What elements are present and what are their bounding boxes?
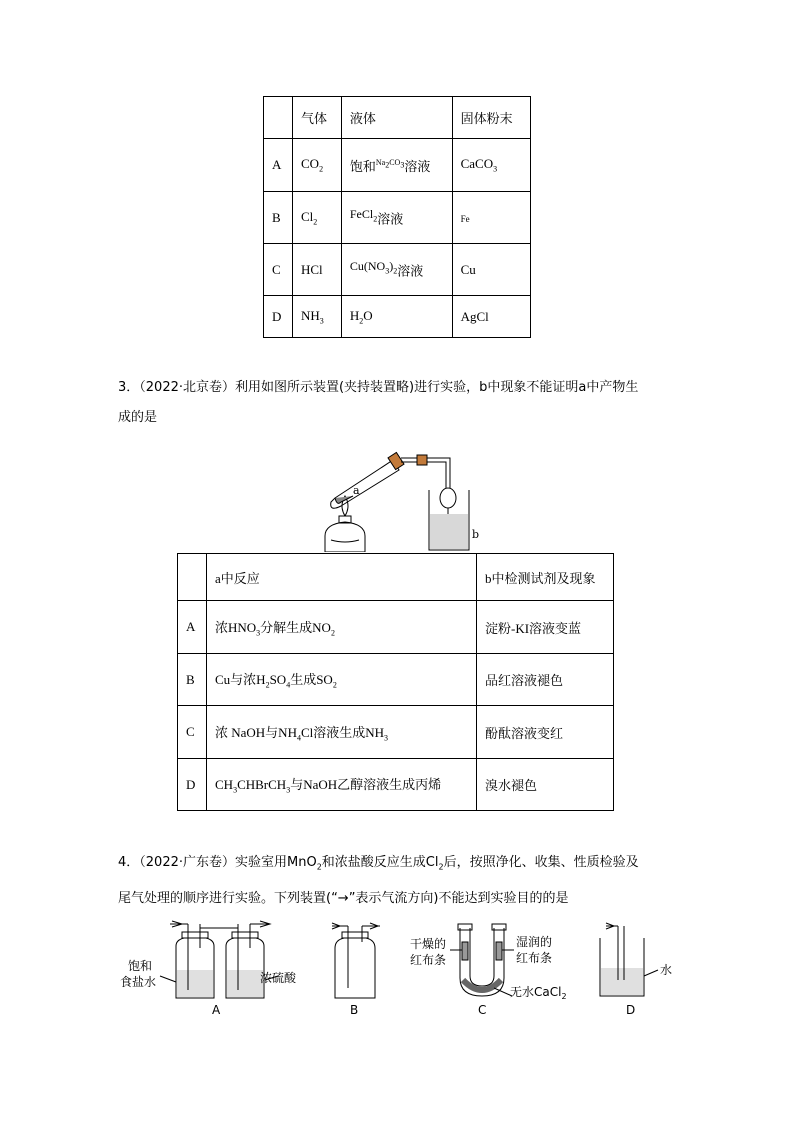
table1-solid-b: Fe	[452, 192, 530, 244]
table1-liquid-a: 饱和$^{Na_2CO_3}$溶液	[341, 139, 452, 192]
label-dry: 干燥的	[410, 937, 447, 951]
table2-option-b: B	[178, 654, 207, 706]
stopper	[388, 452, 404, 469]
table2-left-a: 浓$HNO_3$分解生成$NO_2$	[207, 601, 477, 654]
table1-liquid-d: $H_2O$	[341, 296, 452, 338]
table1-liquid-c: $^{Cu(NO_3)_2}$溶液	[341, 244, 452, 296]
table1-solid-d: AgCl	[452, 296, 530, 338]
label-brine: 食盐水	[120, 975, 157, 989]
apparatus-a	[160, 921, 278, 998]
table1-option-b: B	[264, 192, 293, 244]
table2-right-d: 溴水褪色	[477, 759, 614, 811]
table1-header-gas: 气体	[293, 97, 342, 139]
table1-corner	[264, 97, 293, 139]
alcohol-lamp	[325, 522, 365, 552]
table1-option-a: A	[264, 139, 293, 192]
label-wet: 湿润的	[516, 935, 553, 949]
apparatus-c	[450, 924, 514, 996]
apparatus-b	[332, 923, 380, 998]
rubber-connector	[417, 455, 427, 465]
table2-right-b: 品红溶液褪色	[477, 654, 614, 706]
q4-apparatus-figure	[120, 918, 680, 1018]
label-a: a	[353, 484, 360, 497]
apparatus-d	[600, 923, 658, 996]
table2-corner	[178, 554, 207, 601]
table2-header-right: b中检测试剂及现象	[477, 554, 614, 601]
table2-left-d: $CH_3CHBrCH_3$与NaOH乙醇溶液生成丙烯	[207, 759, 477, 811]
question-4-line2: 尾气处理的顺序进行实验。下列装置(“→”表示气流方向)不能达到实验目的的是	[118, 891, 569, 906]
label-a: A	[212, 1003, 221, 1017]
question-4-line1: 4．（2022·广东卷）实验室用MnO$_2$和浓盐酸反应生成$Cl_2$后，按照净化、收集、性质检验及	[118, 855, 639, 872]
table1-solid-c: Cu	[452, 244, 530, 296]
label-d: D	[626, 1003, 636, 1017]
label-c: C	[478, 1003, 487, 1017]
label-red-strip-dry: 红布条	[410, 953, 447, 967]
label-saturated: 饱和	[128, 959, 153, 973]
question-3-line1: 3．（2022·北京卷）利用如图所示装置(夹持装置略)进行实验，b中现象不能证明a中产物生	[118, 380, 639, 395]
table2-left-c: 浓 NaOH与$NH_4Cl$溶液生成$NH_3$	[207, 706, 477, 759]
table2-right-a: 淀粉-KI溶液变蓝	[477, 601, 614, 654]
table2-option-c: C	[178, 706, 207, 759]
table1-gas-d: $NH_3$	[293, 296, 342, 338]
table2-option-d: D	[178, 759, 207, 811]
table2-left-b: Cu与浓$H_2SO_4$生成$SO_2$	[207, 654, 477, 706]
label-conc-sulfuric: 浓硫酸	[260, 971, 297, 985]
table2-header-left: a中反应	[207, 554, 477, 601]
table1-solid-a: CaCO$_3$	[452, 139, 530, 192]
gas-liquid-solid-table	[263, 96, 531, 338]
label-cacl2: 无水CaCl$_2$	[510, 985, 567, 1001]
table1-liquid-b: $^{FeCl_2}$溶液	[341, 192, 452, 244]
table1-option-d: D	[264, 296, 293, 338]
label-b: b	[472, 528, 480, 541]
table1-gas-a: $CO_2$	[293, 139, 342, 192]
question-3-line2: 成的是	[118, 410, 158, 425]
table1-option-c: C	[264, 244, 293, 296]
q3-apparatus-figure	[305, 440, 495, 552]
table2-option-a: A	[178, 601, 207, 654]
table2-right-c: 酚酞溶液变红	[477, 706, 614, 759]
label-water: 水	[660, 963, 673, 977]
table1-header-liquid: 液体	[341, 97, 452, 139]
label-red-strip-wet: 红布条	[516, 951, 553, 965]
bulb-trap	[440, 488, 456, 508]
table1-gas-c: HCl	[293, 244, 342, 296]
table1-header-solid: 固体粉末	[452, 97, 530, 139]
table1-gas-b: $Cl_2$	[293, 192, 342, 244]
label-b: B	[350, 1003, 359, 1017]
beaker-liquid	[430, 514, 468, 549]
reaction-detection-table	[177, 553, 614, 811]
